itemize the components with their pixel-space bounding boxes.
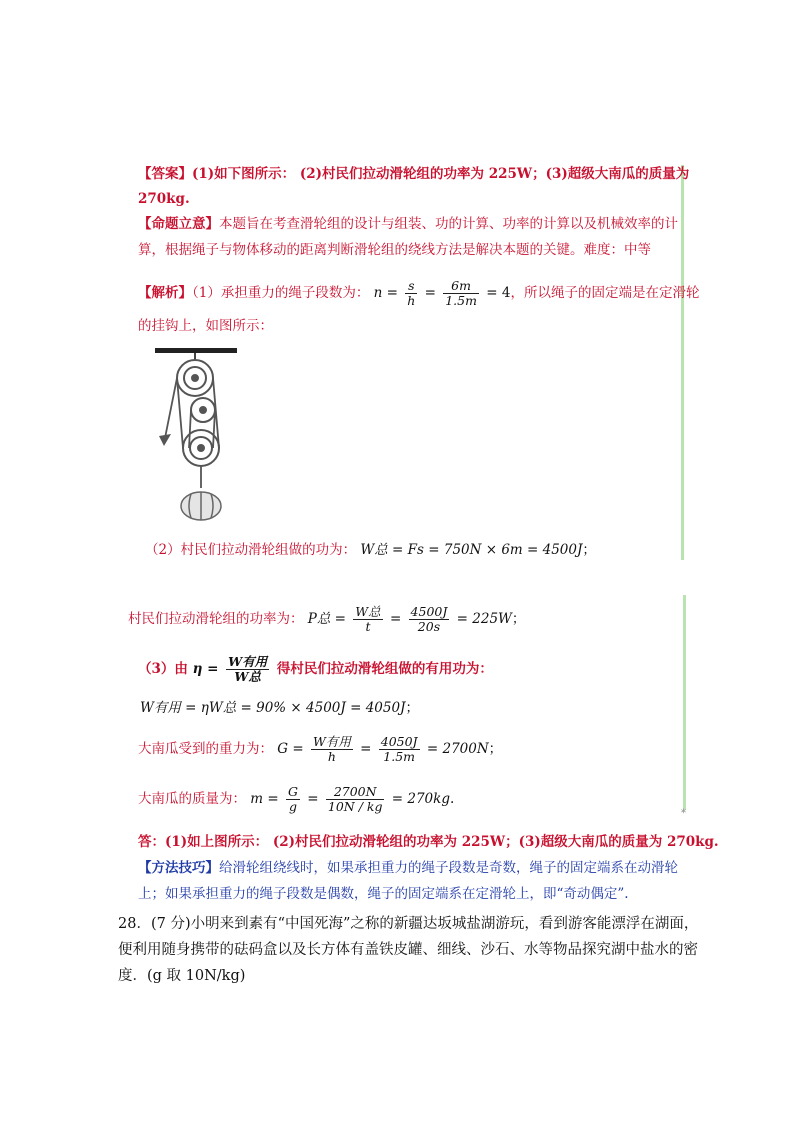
answer-label: 【答案】 [138, 166, 192, 182]
fraction-4500-over-20: $\frac{4500J}{20s}$ [410, 604, 448, 634]
method-line-2 [138, 884, 629, 904]
fraction-4050-over-1.5: $\frac{4050J}{1.5m}$ [380, 734, 418, 764]
ceiling-beam [155, 348, 237, 353]
pull-arrow [159, 434, 171, 446]
fraction-w-over-h: $\frac{\text{W有用}}{h}$ [312, 734, 351, 764]
power-line: 村民们拉动滑轮组的功率为： P总 = $\frac{\text{W总}}{t}$ = $\frac{4500J}{20s}$ = 225W； [128, 604, 526, 634]
formula-n-lhs: n = [373, 285, 398, 301]
fraction-w-over-t: $\frac{\text{W总}}{t}$ [355, 604, 381, 634]
analysis-p2-tail: ； [582, 542, 596, 558]
analysis-p1-line2: 的挂钩上，如图所示： [138, 318, 273, 334]
answer-text-1: (1)如下图所示： (2)村民们拉动滑轮组的功率为 225W；(3)超级大南瓜的质量为 [192, 166, 690, 182]
analysis-line-3 [145, 540, 596, 560]
analysis-line-1 [138, 276, 699, 310]
method-line-1 [138, 858, 678, 878]
intent-line-2 [138, 240, 651, 260]
analysis-p1-tail: ，所以绳子的固定端是在定滑轮 [510, 285, 700, 301]
gravity-text: 大南瓜受到的重力为： [138, 741, 273, 757]
margin-bar-top [681, 165, 684, 560]
intent-line-1 [138, 214, 678, 234]
fraction-s-over-h: $\frac{s}{h}$ [407, 278, 416, 308]
formula-mass-lhs: m = [250, 791, 279, 807]
fraction-g-over-g: $\frac{G}{g}$ [288, 784, 298, 814]
analysis-p1-text: （1）承担重力的绳子段数为： [192, 285, 370, 301]
answer-text-2: 270kg. [138, 191, 190, 207]
question-line-3 [118, 964, 245, 988]
power-tail: ； [511, 611, 526, 627]
fraction-eta: $\frac{\text{W有用}}{\text{W总}}$ [228, 654, 268, 684]
formula-useful-work: W有用 = ηW总 = 90% × 4500J = 4050J [140, 700, 406, 716]
formula-gravity-lhs: G = [277, 741, 304, 757]
formula-work: W总 = Fs = 750N × 6m = 4500J [360, 542, 583, 558]
formula-eq: = [424, 285, 436, 301]
formula-eta-lhs: η = [192, 661, 219, 677]
answer-line-2 [138, 189, 190, 209]
analysis-p2-text: （2）村民们拉动滑轮组做的功为： [145, 542, 357, 558]
part3-line [138, 652, 493, 686]
pulley-diagram [155, 348, 245, 528]
method-label: 【方法技巧】 [138, 860, 219, 876]
intent-label: 【命题立意】 [138, 216, 219, 232]
part3-tail: 得村民们拉动滑轮组做的有用功为： [276, 661, 493, 677]
analysis-label: 【解析】 [138, 285, 192, 301]
useful-tail: ； [405, 700, 419, 716]
question-text-2: 便利用随身携带的砝码盒以及长方体有盖铁皮罐、细线、沙石、水等物品探究湖中盐水的密 [118, 942, 698, 958]
formula-power-lhs: P总 = [307, 611, 346, 627]
fixed-pulley [177, 360, 213, 396]
method-text-1: 给滑轮组绕线时，如果承担重力的绳子段数是奇数，绳子的固定端系在动滑轮 [219, 860, 678, 876]
formula-n-result: = 4 [486, 285, 511, 301]
question-line-2 [118, 938, 698, 962]
formula-power-result: = 225W [456, 611, 512, 627]
part3-text: （3）由 [138, 661, 188, 677]
formula-gravity-result: = 2700N [426, 741, 489, 757]
power-text: 村民们拉动滑轮组的功率为： [128, 611, 304, 627]
margin-bar-bottom [683, 595, 686, 810]
fraction-2700-over-10: $\frac{2700N}{10N / kg}$ [327, 784, 383, 814]
intent-text-1: 本题旨在考查滑轮组的设计与组装、功的计算、功率的计算以及机械效率的计 [219, 216, 678, 232]
useful-work-line [140, 698, 419, 718]
mass-tail: . [449, 791, 455, 807]
fraction-6m-over-1.5m: $\frac{6m}{1.5m}$ [445, 278, 477, 308]
conclusion-line [138, 832, 719, 852]
question-text-1: 28．(7 分)小明来到素有“中国死海”之称的新疆达坂城盐湖游玩，看到游客能漂浮在湖面， [118, 916, 699, 932]
formula-mass-result: = 270kg [391, 791, 450, 807]
answer-line-1 [138, 164, 689, 184]
analysis-line-2 [138, 316, 273, 336]
gravity-tail: ； [488, 741, 503, 757]
question-text-3: 度．(g 取 10N/kg) [118, 968, 246, 984]
gravity-line: 大南瓜受到的重力为： G = $\frac{\text{W有用}}{h}$ = $\frac{4050J}{1.5m}$ = 2700N； [138, 734, 503, 764]
movable-pulley-upper [191, 398, 215, 422]
method-text-2: 上；如果承担重力的绳子段数是偶数，绳子的固定端系在定滑轮上，即“奇动偶定”. [138, 886, 629, 902]
question-line-1 [118, 912, 698, 936]
mass-line: 大南瓜的质量为： m = $\frac{G}{g}$ = $\frac{2700N}{10N / kg}$ = 270kg. [138, 784, 455, 814]
pumpkin [181, 492, 221, 520]
conclusion-text: 答：(1)如上图所示： (2)村民们拉动滑轮组的功率为 225W；(3)超级大南瓜的质量为 270kg. [138, 834, 719, 850]
mass-text: 大南瓜的质量为： [138, 791, 246, 807]
intent-text-2: 算，根据绳子与物体移动的距离判断滑轮组的绕线方法是解决本题的关键。难度：中等 [138, 242, 651, 258]
margin-marker: * [681, 808, 686, 819]
